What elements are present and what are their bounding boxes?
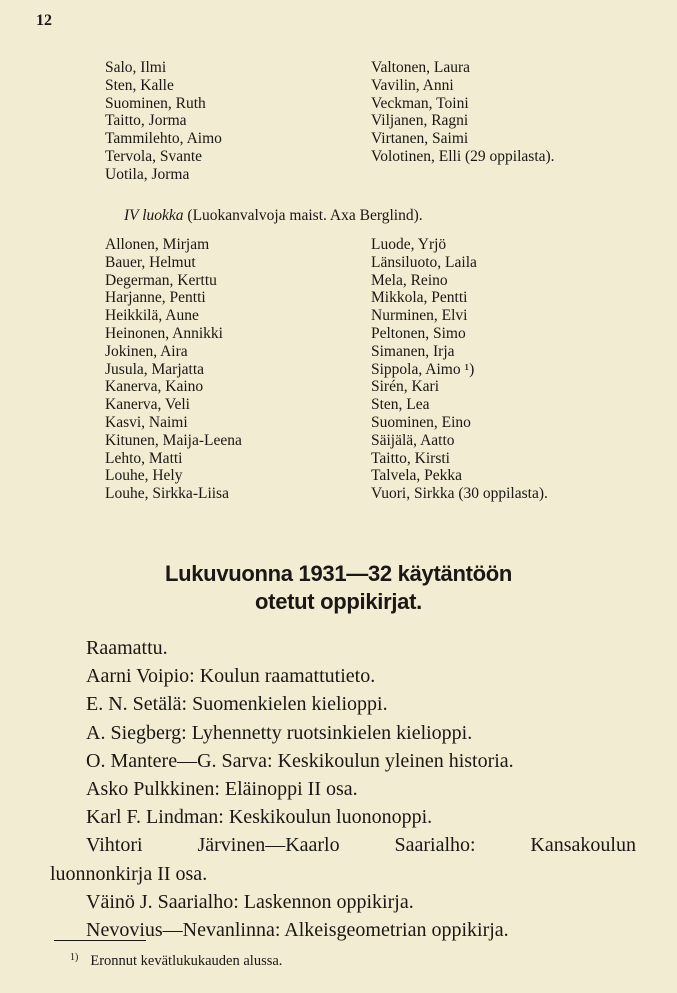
student-name: Nurminen, Elvi — [371, 307, 468, 325]
book-line: Raamattu. — [86, 637, 168, 659]
class4-caption-italic: IV luokka — [124, 207, 184, 224]
student-name: Allonen, Mirjam — [105, 236, 210, 253]
student-name: Lehto, Matti — [105, 449, 183, 467]
student-name: Vuori, Sirkka (30 oppilasta). — [371, 485, 548, 503]
student-name: Heinonen, Annikki — [105, 324, 223, 342]
book-word: Saarialho: — [394, 834, 476, 857]
student-name: Suominen, Ruth — [105, 94, 206, 112]
student-name: Taitto, Jorma — [105, 112, 187, 130]
student-name: Kanerva, Veli — [105, 396, 190, 414]
section-heading-line1: Lukuvuonna 1931—32 käytäntöön — [164, 561, 513, 586]
student-name: Vavilin, Anni — [371, 76, 454, 94]
student-name: Veckman, Toini — [371, 94, 469, 112]
footnote-text: Eronnut kevätlukukauden alussa. — [90, 953, 283, 969]
student-name: Peltonen, Simo — [371, 324, 466, 342]
textbook-list — [50, 634, 636, 944]
student-name: Salo, Ilmi — [105, 59, 167, 76]
student-name: Jusula, Marjatta — [105, 360, 205, 378]
student-name: Talvela, Pekka — [371, 467, 463, 485]
book-word: Vihtori — [86, 834, 143, 857]
class3-left-column — [105, 59, 222, 184]
book-line: A. Siegberg: Lyhennetty ruotsinkielen kielioppi. — [86, 721, 473, 744]
student-name: Volotinen, Elli (29 oppilasta). — [371, 147, 555, 165]
student-name: Sten, Lea — [371, 396, 430, 414]
student-name: Tammilehto, Aimo — [105, 130, 222, 148]
class4-left-column — [105, 236, 242, 503]
student-name: Sirén, Kari — [371, 378, 440, 396]
student-name: Uotila, Jorma — [105, 165, 190, 183]
book-line: O. Mantere—G. Sarva: Keskikoulun yleinen historia. — [86, 749, 514, 772]
book-line-justified — [56, 831, 636, 859]
student-name: Suominen, Eino — [371, 413, 471, 431]
page-number: 12 — [36, 12, 52, 29]
book-line: Karl F. Lindman: Keskikoulun luononoppi. — [86, 806, 433, 829]
student-name: Sten, Kalle — [105, 76, 174, 94]
book-word: Järvinen—Kaarlo — [197, 834, 340, 857]
student-name: Tervola, Svante — [105, 147, 203, 165]
class4-caption-rest: (Luokanvalvoja maist. Axa Berglind). — [183, 207, 423, 224]
footnote — [70, 952, 282, 970]
class4-right-column — [371, 236, 548, 503]
book-line: Nevovius—Nevanlinna: Alkeisgeometrian oppikirja. — [86, 918, 509, 941]
student-name: Länsiluoto, Laila — [371, 253, 477, 271]
student-name: Degerman, Kerttu — [105, 271, 217, 289]
student-name: Säijälä, Aatto — [371, 431, 455, 449]
student-name: Kitunen, Maija-Leena — [105, 431, 242, 449]
student-name: Heikkilä, Aune — [105, 307, 199, 325]
section-heading-line2: otetut oppikirjat. — [255, 589, 422, 614]
student-name: Luode, Yrjö — [371, 236, 447, 253]
student-name: Mela, Reino — [371, 271, 448, 289]
class3-right-column — [371, 59, 555, 166]
book-word: Kansakoulun — [530, 834, 636, 857]
student-name: Kasvi, Naimi — [105, 413, 188, 431]
student-name: Harjanne, Pentti — [105, 289, 206, 307]
book-line: Aarni Voipio: Koulun raamattutieto. — [86, 665, 376, 688]
class4-caption — [124, 207, 423, 225]
student-name: Simanen, Irja — [371, 342, 455, 360]
book-line: Asko Pulkkinen: Eläinoppi II osa. — [86, 777, 358, 800]
student-name: Valtonen, Laura — [371, 59, 470, 76]
student-name: Louhe, Sirkka-Liisa — [105, 485, 229, 503]
book-line: Väinö J. Saarialho: Laskennon oppikirja. — [86, 890, 414, 913]
student-name: Jokinen, Aira — [105, 342, 188, 360]
book-line-continuation: luonnonkirja II osa. — [50, 862, 208, 885]
student-name: Bauer, Helmut — [105, 253, 196, 271]
student-name: Mikkola, Pentti — [371, 289, 468, 307]
footnote-rule — [54, 940, 146, 941]
student-name: Sippola, Aimo ¹) — [371, 360, 475, 378]
student-name: Louhe, Hely — [105, 467, 183, 485]
footnote-mark: 1) — [70, 952, 79, 963]
student-name: Kanerva, Kaino — [105, 378, 204, 396]
student-name: Viljanen, Ragni — [371, 112, 469, 130]
student-name: Taitto, Kirsti — [371, 449, 450, 467]
book-line: E. N. Setälä: Suomenkielen kielioppi. — [86, 693, 388, 716]
student-name: Virtanen, Saimi — [371, 130, 469, 148]
